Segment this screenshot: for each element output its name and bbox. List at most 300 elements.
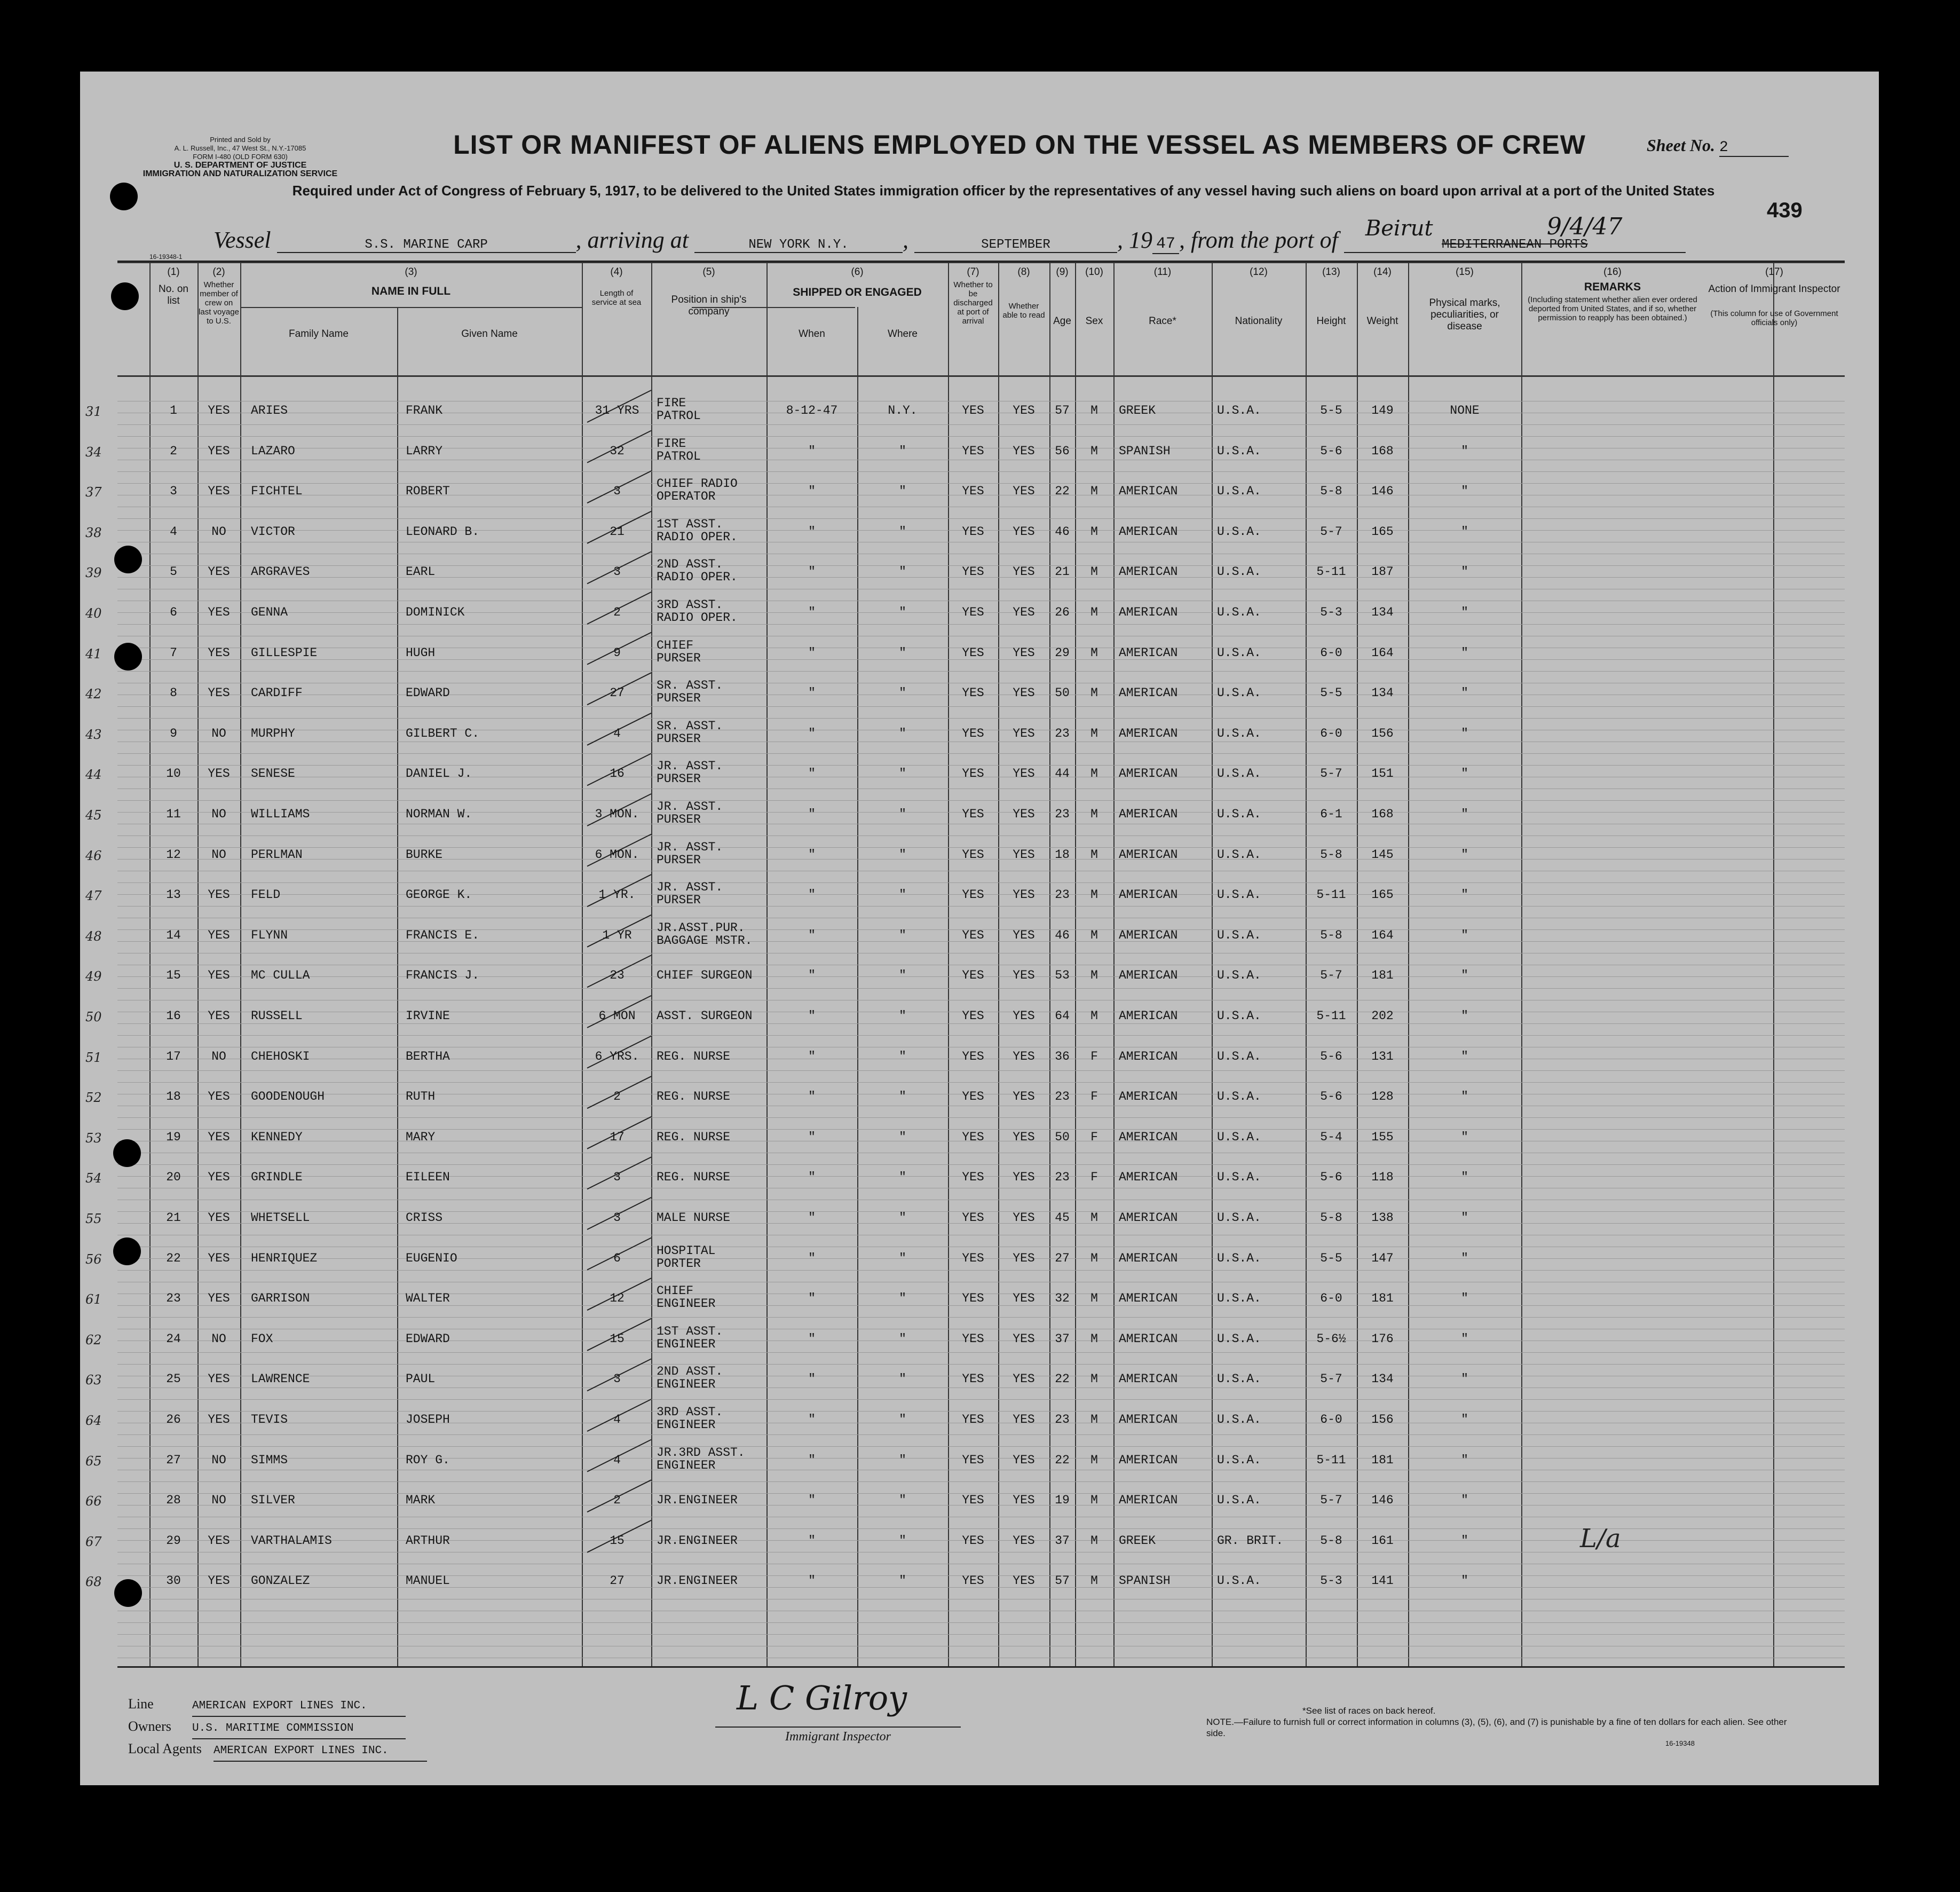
- row-position-line-1: JR.ENGINEER: [657, 1493, 738, 1508]
- row-shipped-when: ": [808, 888, 816, 902]
- row-length-of-service: 3 MON.: [595, 807, 639, 821]
- row-sex: F: [1090, 1090, 1098, 1104]
- row-number: 1: [170, 404, 177, 417]
- col-11-number: (11): [1153, 266, 1172, 278]
- row-position-line-2: OPERATOR: [657, 490, 716, 504]
- row-shipped-when: ": [808, 1291, 816, 1306]
- row-discharged: YES: [962, 1130, 984, 1144]
- row-shipped-when: ": [808, 1453, 816, 1467]
- row-weight: 176: [1371, 1331, 1394, 1346]
- row-discharged: YES: [962, 1170, 984, 1185]
- row-sex: M: [1090, 1413, 1098, 1426]
- row-height: 5-7: [1320, 524, 1342, 539]
- row-sex: M: [1090, 1574, 1098, 1588]
- printer-line-4: U. S. DEPARTMENT OF JUSTICE: [173, 161, 307, 170]
- row-age: 23: [1055, 1413, 1070, 1426]
- row-family-name: ARGRAVES: [251, 565, 310, 579]
- row-crew-last-voyage: YES: [208, 1533, 230, 1548]
- row-number: 23: [166, 1291, 181, 1306]
- row-remarks: L/a: [1580, 1523, 1621, 1554]
- margin-annotation: 66: [85, 1494, 102, 1509]
- col-11-label: Race*: [1149, 316, 1176, 327]
- row-shipped-when: 8-12-47: [786, 404, 838, 417]
- row-number: 6: [170, 605, 177, 619]
- row-shipped-when: ": [808, 1170, 816, 1185]
- row-shipped-when: ": [808, 1493, 816, 1508]
- row-discharged: YES: [962, 1533, 984, 1548]
- row-family-name: KENNEDY: [251, 1130, 303, 1144]
- row-age: 64: [1055, 1009, 1070, 1023]
- row-crew-last-voyage: NO: [211, 726, 226, 740]
- row-given-name: EDWARD: [406, 1331, 450, 1346]
- row-shipped-when: ": [808, 1413, 816, 1426]
- col-16-number: (16): [1603, 266, 1622, 278]
- row-shipped-when: ": [808, 968, 816, 983]
- col-6-label: SHIPPED OR ENGAGED: [793, 286, 922, 298]
- row-shipped-when: ": [808, 605, 816, 619]
- col-shipped-when: When: [799, 328, 825, 340]
- row-length-of-service: 27: [610, 686, 625, 700]
- row-given-name: IRVINE: [406, 1009, 450, 1023]
- row-shipped-when: ": [808, 686, 816, 700]
- row-given-name: BURKE: [406, 847, 443, 862]
- row-able-to-read: YES: [1013, 1493, 1035, 1508]
- col-8-label: Whether able to read: [1002, 302, 1045, 320]
- row-able-to-read: YES: [1013, 1291, 1035, 1306]
- col-4-number: (4): [610, 266, 623, 278]
- row-nationality: U.S.A.: [1217, 807, 1261, 821]
- row-shipped-where: ": [899, 1170, 906, 1185]
- row-shipped-when: ": [808, 847, 816, 862]
- row-position-line-1: SR. ASST.: [657, 719, 723, 733]
- margin-annotation: 46: [85, 848, 102, 863]
- row-shipped-where: ": [899, 565, 906, 579]
- row-position-line-1: SR. ASST.: [657, 679, 723, 693]
- row-length-of-service: 3: [613, 565, 621, 579]
- margin-annotation: 43: [85, 727, 102, 742]
- row-race: AMERICAN: [1119, 1130, 1178, 1144]
- row-given-name: ROY G.: [406, 1453, 450, 1467]
- row-position-line-1: ASST. SURGEON: [657, 1009, 753, 1023]
- row-race: AMERICAN: [1119, 1211, 1178, 1225]
- col-7-label: Whether to be discharged at port of arrival: [953, 280, 993, 326]
- row-able-to-read: YES: [1013, 767, 1035, 781]
- col-8-number: (8): [1017, 266, 1030, 278]
- row-given-name: LARRY: [406, 444, 443, 458]
- row-shipped-when: ": [808, 484, 816, 499]
- printer-line-5: IMMIGRATION AND NATURALIZATION SERVICE: [143, 169, 338, 178]
- row-shipped-where: ": [899, 807, 906, 821]
- col-given-name: Given Name: [461, 328, 518, 340]
- row-family-name: FELD: [251, 888, 281, 902]
- row-position-line-1: 3RD ASST.: [657, 1405, 723, 1419]
- row-physical-marks: ": [1461, 968, 1468, 983]
- row-given-name: HUGH: [406, 645, 436, 660]
- row-sex: F: [1090, 1170, 1098, 1185]
- row-race: AMERICAN: [1119, 928, 1178, 942]
- row-given-name: GEORGE K.: [406, 888, 472, 902]
- row-weight: 141: [1371, 1574, 1394, 1588]
- row-race: AMERICAN: [1119, 1049, 1178, 1063]
- row-position-line-1: JR.ENGINEER: [657, 1533, 738, 1548]
- row-family-name: ARIES: [251, 404, 288, 417]
- row-number: 28: [166, 1493, 181, 1508]
- row-family-name: FICHTEL: [251, 484, 303, 499]
- row-crew-last-voyage: YES: [208, 565, 230, 579]
- row-able-to-read: YES: [1013, 1331, 1035, 1346]
- row-shipped-where: ": [899, 444, 906, 458]
- row-height: 5-11: [1316, 1009, 1346, 1023]
- from-port-label: , from the port of: [1179, 227, 1338, 253]
- margin-annotation: 62: [85, 1332, 102, 1347]
- row-age: 45: [1055, 1211, 1070, 1225]
- row-sex: M: [1090, 1372, 1098, 1386]
- row-given-name: ARTHUR: [406, 1533, 450, 1548]
- row-number: 21: [166, 1211, 181, 1225]
- row-position-line-2: RADIO OPER.: [657, 570, 738, 585]
- manifest-sheet: [80, 72, 1879, 1785]
- row-age: 23: [1055, 726, 1070, 740]
- punch-hole: [113, 1237, 141, 1265]
- row-family-name: MURPHY: [251, 726, 295, 740]
- row-position-line-1: HOSPITAL: [657, 1243, 716, 1258]
- row-given-name: LEONARD B.: [406, 524, 480, 539]
- row-position-line-2: RADIO OPER.: [657, 611, 738, 625]
- row-race: AMERICAN: [1119, 1331, 1178, 1346]
- row-race: AMERICAN: [1119, 888, 1178, 902]
- row-family-name: GARRISON: [251, 1291, 310, 1306]
- row-nationality: U.S.A.: [1217, 1372, 1261, 1386]
- row-height: 5-6: [1320, 1170, 1342, 1185]
- row-number: 2: [170, 444, 177, 458]
- row-crew-last-voyage: NO: [211, 1453, 226, 1467]
- row-nationality: U.S.A.: [1217, 524, 1261, 539]
- row-position-line-2: ENGINEER: [657, 1337, 716, 1351]
- row-crew-last-voyage: NO: [211, 1493, 226, 1508]
- row-weight: 164: [1371, 645, 1394, 660]
- row-crew-last-voyage: YES: [208, 444, 230, 458]
- row-discharged: YES: [962, 1413, 984, 1426]
- row-shipped-where: ": [899, 1372, 906, 1386]
- arrival-port-value: NEW YORK N.Y.: [694, 238, 903, 253]
- row-race: AMERICAN: [1119, 1453, 1178, 1467]
- row-number: 15: [166, 968, 181, 983]
- row-race: AMERICAN: [1119, 686, 1178, 700]
- row-discharged: YES: [962, 888, 984, 902]
- row-height: 5-3: [1320, 1574, 1342, 1588]
- row-discharged: YES: [962, 605, 984, 619]
- margin-annotation: 52: [85, 1090, 102, 1106]
- row-given-name: EARL: [406, 565, 436, 579]
- required-text: Required under Act of Congress of February 5, 1917, to be delivered to the United States immigration officer by the representatives of any vessel having such aliens on board upon arrival at a port of the United States: [292, 183, 1715, 199]
- row-shipped-where: ": [899, 1453, 906, 1467]
- row-age: 37: [1055, 1533, 1070, 1548]
- row-length-of-service: 2: [613, 605, 621, 619]
- handwritten-date: 9/4/47: [1546, 213, 1623, 240]
- row-sex: M: [1090, 1009, 1098, 1023]
- row-race: GREEK: [1119, 404, 1156, 417]
- row-position-line-1: JR.ENGINEER: [657, 1574, 738, 1588]
- row-sex: M: [1090, 404, 1098, 417]
- row-crew-last-voyage: YES: [208, 1413, 230, 1426]
- col-17-sub: (This column for use of Government officials only): [1710, 309, 1838, 327]
- row-physical-marks: ": [1461, 1453, 1468, 1467]
- row-position-line-1: FIRE: [657, 396, 686, 410]
- row-able-to-read: YES: [1013, 726, 1035, 740]
- row-able-to-read: YES: [1013, 1413, 1035, 1426]
- row-physical-marks: ": [1461, 444, 1468, 458]
- row-position-line-2: ENGINEER: [657, 1458, 716, 1472]
- margin-annotation: 44: [85, 767, 102, 783]
- margin-annotation: 50: [85, 1010, 102, 1024]
- row-age: 57: [1055, 404, 1070, 417]
- row-family-name: GENNA: [251, 605, 288, 619]
- col-12-number: (12): [1250, 266, 1268, 278]
- row-weight: 131: [1371, 1049, 1394, 1063]
- row-position-line-2: PURSER: [657, 691, 701, 706]
- row-age: 21: [1055, 565, 1070, 579]
- row-discharged: YES: [962, 928, 984, 942]
- row-shipped-when: ": [808, 1009, 816, 1023]
- row-position-line-2: ENGINEER: [657, 1297, 716, 1311]
- row-given-name: GILBERT C.: [406, 726, 480, 740]
- row-able-to-read: YES: [1013, 1251, 1035, 1265]
- row-given-name: FRANCIS J.: [406, 968, 480, 983]
- row-age: 23: [1055, 1170, 1070, 1185]
- row-physical-marks: ": [1461, 1574, 1468, 1588]
- row-position-line-1: CHIEF: [657, 638, 694, 652]
- row-height: 5-6: [1320, 1090, 1342, 1104]
- row-age: 44: [1055, 767, 1070, 781]
- row-age: 22: [1055, 484, 1070, 499]
- row-able-to-read: YES: [1013, 645, 1035, 660]
- row-sex: M: [1090, 686, 1098, 700]
- row-weight: 138: [1371, 1211, 1394, 1225]
- row-number: 8: [170, 686, 177, 700]
- col-6-number: (6): [851, 266, 864, 278]
- row-shipped-where: ": [899, 1049, 906, 1063]
- row-family-name: WHETSELL: [251, 1211, 310, 1225]
- owners-label: Owners: [128, 1718, 171, 1734]
- printer-line-1: Printed and Sold by: [210, 136, 271, 144]
- row-length-of-service: 27: [610, 1574, 625, 1588]
- row-nationality: U.S.A.: [1217, 444, 1261, 458]
- row-height: 5-7: [1320, 968, 1342, 983]
- row-age: 50: [1055, 686, 1070, 700]
- row-physical-marks: ": [1461, 847, 1468, 862]
- row-height: 5-11: [1316, 888, 1346, 902]
- row-physical-marks: ": [1461, 565, 1468, 579]
- row-sex: M: [1090, 888, 1098, 902]
- row-height: 5-8: [1320, 928, 1342, 942]
- row-discharged: YES: [962, 847, 984, 862]
- margin-annotation: 48: [85, 928, 102, 944]
- line-label: Line: [128, 1696, 154, 1712]
- row-number: 27: [166, 1453, 181, 1467]
- row-able-to-read: YES: [1013, 605, 1035, 619]
- row-race: AMERICAN: [1119, 1291, 1178, 1306]
- col-4-label: Length of service at sea: [591, 289, 642, 307]
- row-family-name: SIMMS: [251, 1453, 288, 1467]
- row-length-of-service: 15: [610, 1533, 625, 1548]
- col-1-label: No. on list: [159, 283, 188, 306]
- row-shipped-when: ": [808, 767, 816, 781]
- row-able-to-read: YES: [1013, 1574, 1035, 1588]
- inspector-signature: L C Gilroy: [737, 1678, 907, 1717]
- row-physical-marks: ": [1461, 524, 1468, 539]
- row-height: 5-5: [1320, 686, 1342, 700]
- row-race: SPANISH: [1119, 444, 1171, 458]
- line-value: AMERICAN EXPORT LINES INC.: [192, 1697, 406, 1717]
- owners-value: U.S. MARITIME COMMISSION: [192, 1719, 406, 1739]
- row-height: 5-8: [1320, 1533, 1342, 1548]
- punch-hole: [113, 1139, 141, 1167]
- col-17-number: (17): [1765, 266, 1783, 278]
- row-weight: 134: [1371, 605, 1394, 619]
- row-race: GREEK: [1119, 1533, 1156, 1548]
- row-number: 30: [166, 1574, 181, 1588]
- row-height: 6-0: [1320, 726, 1342, 740]
- row-position-line-1: REG. NURSE: [657, 1049, 731, 1063]
- row-position-line-2: PURSER: [657, 731, 701, 746]
- departure-port-field: [1344, 213, 1686, 253]
- row-shipped-when: ": [808, 1211, 816, 1225]
- row-race: AMERICAN: [1119, 1009, 1178, 1023]
- row-sex: M: [1090, 1453, 1098, 1467]
- punch-hole: [111, 282, 139, 310]
- col-15-number: (15): [1456, 266, 1474, 278]
- row-able-to-read: YES: [1013, 807, 1035, 821]
- row-weight: 168: [1371, 807, 1394, 821]
- row-age: 23: [1055, 1090, 1070, 1104]
- row-family-name: TEVIS: [251, 1413, 288, 1426]
- row-length-of-service: 6 MON.: [595, 847, 639, 862]
- row-physical-marks: ": [1461, 888, 1468, 902]
- margin-annotation: 39: [85, 565, 102, 581]
- row-given-name: WALTER: [406, 1291, 450, 1306]
- row-discharged: YES: [962, 1090, 984, 1104]
- row-sex: M: [1090, 1291, 1098, 1306]
- row-shipped-where: ": [899, 928, 906, 942]
- row-family-name: FOX: [251, 1331, 273, 1346]
- row-able-to-read: YES: [1013, 565, 1035, 579]
- row-number: 7: [170, 645, 177, 660]
- row-able-to-read: YES: [1013, 524, 1035, 539]
- row-nationality: U.S.A.: [1217, 968, 1261, 983]
- row-number: 9: [170, 726, 177, 740]
- row-family-name: FLYNN: [251, 928, 288, 942]
- row-physical-marks: ": [1461, 1331, 1468, 1346]
- row-shipped-where: N.Y.: [888, 404, 918, 417]
- row-nationality: GR. BRIT.: [1217, 1533, 1284, 1548]
- row-age: 46: [1055, 524, 1070, 539]
- row-sex: F: [1090, 1049, 1098, 1063]
- row-age: 53: [1055, 968, 1070, 983]
- row-nationality: U.S.A.: [1217, 1453, 1261, 1467]
- row-height: 6-0: [1320, 1413, 1342, 1426]
- row-given-name: BERTHA: [406, 1049, 450, 1063]
- arrival-month-value: SEPTEMBER: [914, 238, 1117, 253]
- col-1-number: (1): [167, 266, 180, 278]
- row-number: 22: [166, 1251, 181, 1265]
- margin-annotation: 41: [85, 646, 102, 661]
- row-shipped-when: ": [808, 1251, 816, 1265]
- row-height: 5-8: [1320, 484, 1342, 499]
- row-position-line-1: 2ND ASST.: [657, 557, 723, 572]
- note-block: [1206, 1705, 1804, 1739]
- row-race: AMERICAN: [1119, 524, 1178, 539]
- row-shipped-where: ": [899, 524, 906, 539]
- row-age: 50: [1055, 1130, 1070, 1144]
- row-number: 26: [166, 1413, 181, 1426]
- row-height: 5-11: [1316, 1453, 1346, 1467]
- row-nationality: U.S.A.: [1217, 645, 1261, 660]
- margin-annotation: 56: [85, 1251, 102, 1267]
- col-7-number: (7): [967, 266, 979, 278]
- punch-hole: [114, 1579, 142, 1607]
- row-weight: 134: [1371, 1372, 1394, 1386]
- row-age: 19: [1055, 1493, 1070, 1508]
- row-weight: 155: [1371, 1130, 1394, 1144]
- row-given-name: JOSEPH: [406, 1413, 450, 1426]
- row-discharged: YES: [962, 1453, 984, 1467]
- row-weight: 165: [1371, 888, 1394, 902]
- row-nationality: U.S.A.: [1217, 1170, 1261, 1185]
- row-race: AMERICAN: [1119, 726, 1178, 740]
- col-14-label: Weight: [1366, 316, 1398, 327]
- col-family-name: Family Name: [289, 328, 349, 340]
- col-2-label: Whether member of crew on last voyage to U.S.: [199, 280, 239, 326]
- row-crew-last-voyage: NO: [211, 1049, 226, 1063]
- row-weight: 165: [1371, 524, 1394, 539]
- row-shipped-where: ": [899, 645, 906, 660]
- row-discharged: YES: [962, 1211, 984, 1225]
- year-value: 47: [1152, 235, 1179, 254]
- row-number: 11: [166, 807, 181, 821]
- row-shipped-when: ": [808, 807, 816, 821]
- row-sex: M: [1090, 807, 1098, 821]
- row-position-line-2: PATROL: [657, 449, 701, 463]
- row-discharged: YES: [962, 565, 984, 579]
- row-discharged: YES: [962, 968, 984, 983]
- row-position-line-2: PURSER: [657, 651, 701, 665]
- row-position-line-1: 3RD ASST.: [657, 598, 723, 612]
- row-age: 22: [1055, 1372, 1070, 1386]
- row-sex: M: [1090, 1211, 1098, 1225]
- row-given-name: DANIEL J.: [406, 767, 472, 781]
- row-position-line-2: ENGINEER: [657, 1377, 716, 1392]
- row-physical-marks: ": [1461, 1251, 1468, 1265]
- row-age: 29: [1055, 645, 1070, 660]
- row-shipped-where: ": [899, 1331, 906, 1346]
- row-discharged: YES: [962, 404, 984, 417]
- row-shipped-when: ": [808, 1533, 816, 1548]
- row-sex: M: [1090, 484, 1098, 499]
- row-length-of-service: 15: [610, 1331, 625, 1346]
- row-length-of-service: 1 YR.: [598, 888, 636, 902]
- row-position-line-1: 2ND ASST.: [657, 1365, 723, 1379]
- row-age: 22: [1055, 1453, 1070, 1467]
- margin-annotation: 53: [85, 1130, 102, 1146]
- row-position-line-1: 1ST ASST.: [657, 517, 723, 531]
- row-physical-marks: ": [1461, 807, 1468, 821]
- row-length-of-service: 17: [610, 1130, 625, 1144]
- row-race: AMERICAN: [1119, 1372, 1178, 1386]
- row-position-line-1: JR.ASST.PUR.: [657, 920, 745, 935]
- row-position-line-2: PURSER: [657, 813, 701, 826]
- margin-annotation: 67: [85, 1534, 102, 1549]
- row-crew-last-voyage: YES: [208, 928, 230, 942]
